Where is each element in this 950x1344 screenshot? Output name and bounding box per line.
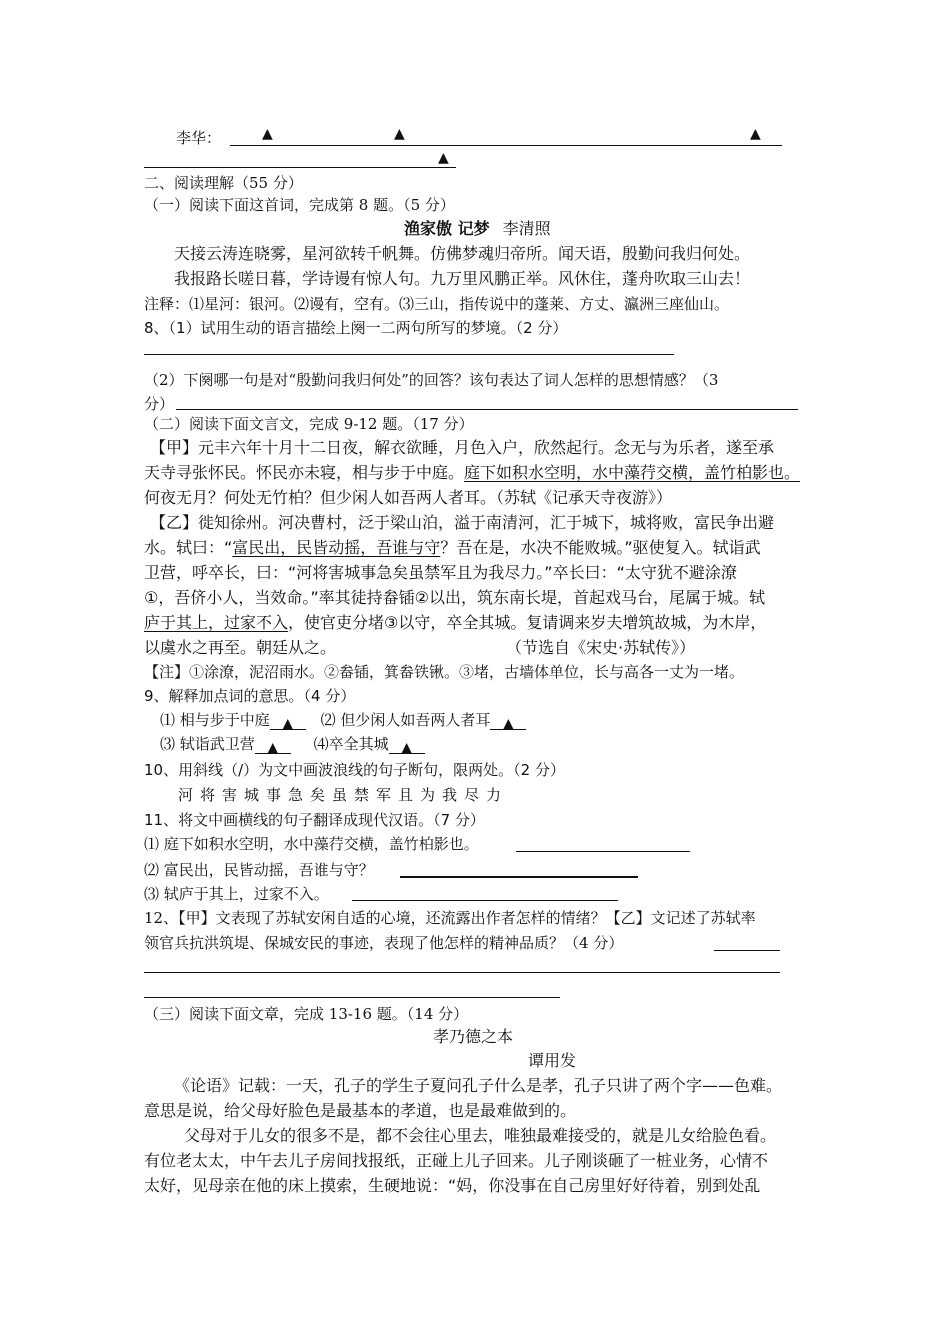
answer-mark-4: ▲ bbox=[438, 150, 449, 166]
yi-line-3: 卫营，呼卒长，曰：“河将害城事急矣虽禁军且为我尽力。”卒长曰：“太守犹不避涂潦 bbox=[144, 563, 737, 582]
answer-mark-2: ▲ bbox=[394, 126, 405, 142]
answer-line-8-2 bbox=[176, 409, 798, 410]
poem-line-1: 天接云涛连晓雾，星河欲转千帆舞。仿佛梦魂归帝所。闻天语，殷勤问我归何处。 bbox=[174, 244, 751, 263]
yi-underlined-sentence-2: 庐于其上，过家不入 bbox=[144, 613, 289, 632]
q10-sentence: 河将害城事急矣虽禁军且为我尽力 bbox=[178, 786, 509, 804]
section-title: 二、阅读理解（55 分） bbox=[144, 174, 303, 192]
yi-source: （节选自《宋史·苏轼传》） bbox=[506, 638, 696, 657]
article-line-3: 父母对于儿女的很多不是，都不会往心里去，唯独最难接受的，就是儿女给脸色看。 bbox=[184, 1126, 777, 1145]
q9-item-4: ⑷卒全其城 bbox=[313, 735, 389, 753]
part1-intro: （一）阅读下面这首词，完成第 8 题。（5 分） bbox=[144, 196, 455, 214]
poem-line-2: 我报路长嗟日暮，学诗谩有惊人句。九万里风鹏正举。风休住，蓬舟吹取三山去！ bbox=[174, 269, 751, 288]
jia-underlined-sentence: 庭下如积水空明，水中藻荇交横，盖竹柏影也。 bbox=[464, 463, 801, 482]
poem-author: 李清照 bbox=[502, 219, 551, 238]
answer-line-8-1 bbox=[144, 354, 674, 355]
q11-item-1: ⑴ 庭下如积水空明，水中藻荇交横，盖竹柏影也。 bbox=[144, 835, 479, 853]
q11-answer-line-3 bbox=[352, 900, 618, 901]
q11-item-2: ⑵ 富民出，民皆动摇，吾谁与守？ bbox=[144, 861, 374, 879]
q11-item-3: ⑶ 轼庐于其上，过家不入。 bbox=[144, 885, 329, 903]
poem-note: 注释：⑴星河：银河。⑵谩有，空有。⑶三山，指传说中的蓬莱、方丈、瀛洲三座仙山。 bbox=[144, 295, 730, 313]
question-8-2-cont: 分） bbox=[144, 395, 175, 413]
q9-blank-2[interactable]: ▲ bbox=[490, 713, 526, 730]
yi-line-1: 【乙】徙知徐州。河决曹村，泛于梁山泊，溢于南清河，汇于城下，城将败，富民争出避 bbox=[150, 513, 775, 532]
yi-underlined-sentence-1: 富民出，民皆动摇，吾谁与守 bbox=[232, 538, 441, 557]
question-12: 12、【甲】文表现了苏轼安闲自适的心境，还流露出作者怎样的情绪？【乙】文记述了苏轼率 bbox=[144, 909, 756, 927]
q12-answer-line-2 bbox=[144, 972, 780, 973]
answer-underline-2 bbox=[144, 167, 456, 168]
answer-mark-3: ▲ bbox=[750, 126, 761, 142]
question-9: 9、解释加点词的意思。（4 分） bbox=[144, 687, 356, 705]
jia-line-2 bbox=[144, 462, 824, 484]
question-10: 10、用斜线（/）为文中画波浪线的句子断句，限两处。（2 分） bbox=[144, 761, 565, 779]
yi-line-5b: ，使官吏分堵③以守，卒全其城。复请调来岁夫增筑故城，为木岸， bbox=[288, 613, 767, 632]
yi-line-4: ①，吾侪小人，当效命。”率其徒持畚锸②以出，筑东南长堤，首起戏马台，尾属于城。轼 bbox=[144, 588, 765, 607]
q11-answer-line-1 bbox=[516, 851, 690, 852]
yi-line-6a: 以虞水之再至。朝廷从之。 bbox=[144, 638, 337, 657]
answer-label: 李华： bbox=[176, 129, 222, 147]
question-8-1: 8、（1）试用生动的语言描绘上阕一二两句所写的梦境。（2 分） bbox=[144, 319, 568, 337]
yi-line-2a: 水。轼曰：“ bbox=[144, 538, 233, 557]
q9-row-2 bbox=[160, 734, 840, 754]
q9-blank-4[interactable]: ▲ bbox=[389, 737, 425, 754]
yi-note: 【注】①涂潦，泥沼雨水。②畚锸，箕畚铁锹。③堵，古墙体单位，长与高各一丈为一堵。 bbox=[144, 663, 745, 681]
yi-line-2b: ？吾在是，水决不能败城。”驱使复入。轼诣武 bbox=[440, 538, 761, 557]
question-8-2: （2）下阕哪一句是对“殷勤问我归何处”的回答？该句表达了词人怎样的思想情感？（3 bbox=[144, 371, 719, 389]
article-line-4: 有位老太太，中午去儿子房间找报纸，正碰上儿子回来。儿子刚谈砸了一桩业务，心情不 bbox=[144, 1151, 769, 1170]
jia-line-2-text: 天寺寻张怀民。怀民亦未寝，相与步于中庭。 bbox=[144, 463, 465, 482]
q12-answer-line-3 bbox=[144, 997, 560, 998]
yi-line-2 bbox=[144, 537, 824, 559]
q9-blank-3[interactable]: ▲ bbox=[255, 737, 291, 754]
poem-heading bbox=[404, 218, 704, 240]
article-line-2: 意思是说，给父母好脸色是最基本的孝道，也是最难做到的。 bbox=[144, 1101, 577, 1120]
q9-item-2: ⑵ 但少闲人如吾两人者耳 bbox=[320, 711, 491, 729]
question-12-cont: 领官兵抗洪筑堤、保城安民的事迹，表现了他怎样的精神品质？（4 分） bbox=[144, 934, 624, 952]
q9-row-1 bbox=[160, 710, 840, 730]
jia-line-1: 【甲】元丰六年十月十二日夜，解衣欲睡，月色入户，欣然起行。念无与为乐者，遂至承 bbox=[150, 438, 775, 457]
question-11: 11、将文中画横线的句子翻译成现代汉语。（7 分） bbox=[144, 811, 485, 829]
answer-underline bbox=[230, 145, 782, 146]
q9-item-3: ⑶ 轼诣武卫营 bbox=[160, 735, 255, 753]
q11-answer-line-2 bbox=[400, 876, 638, 878]
part3-intro: （三）阅读下面文章，完成 13-16 题。（14 分） bbox=[144, 1005, 469, 1023]
poem-title: 渔家傲 记梦 bbox=[404, 219, 490, 238]
yi-line-6 bbox=[144, 637, 824, 659]
article-author: 谭用发 bbox=[528, 1051, 577, 1070]
answer-mark-1: ▲ bbox=[262, 126, 273, 142]
part2-intro: （二）阅读下面文言文，完成 9-12 题。（17 分） bbox=[144, 415, 474, 433]
q12-answer-line-1 bbox=[714, 950, 780, 951]
article-title: 孝乃德之本 bbox=[433, 1027, 514, 1046]
yi-line-5 bbox=[144, 612, 824, 634]
article-line-5: 太好，见母亲在他的床上摸索，生硬地说：“妈，你没事在自己房里好好待着，别到处乱 bbox=[144, 1176, 761, 1195]
jia-line-3: 何夜无月？何处无竹柏？但少闲人如吾两人者耳。（苏轼《记承天寺夜游》） bbox=[144, 488, 673, 507]
q9-item-1: ⑴ 相与步于中庭 bbox=[160, 711, 270, 729]
article-line-1: 《论语》记载：一天，孔子的学生子夏问孔子什么是孝，孔子只讲了两个字——色难。 bbox=[174, 1076, 783, 1095]
q9-blank-1[interactable]: ▲ bbox=[270, 713, 306, 730]
